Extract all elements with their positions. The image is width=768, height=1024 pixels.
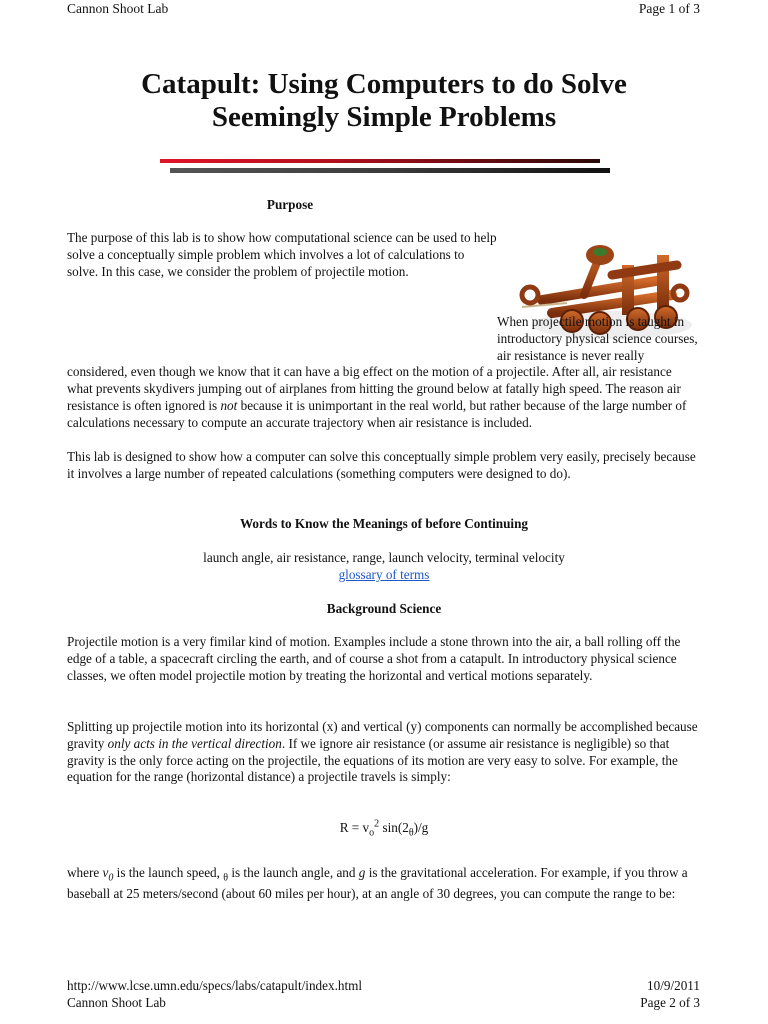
formula-lhs: R = v [339,820,370,835]
purpose-p2-text-a: When projectile motion is taught in introductory physical science courses, air resistance is never really considered, even though we know that it can have a big effect on the motion of a projectile. After all, air resistance what prevents skydivers jumping out of airplanes from hitting the ground below at fatally high speed. The reason air resistance is often ignored is [67,314,698,413]
purpose-paragraph-2 [67,314,699,432]
footer-url: http://www.lcse.umn.edu/specs/labs/catapult/index.html [67,978,363,993]
formula-superscript: 2 [374,818,380,830]
background-paragraph-3 [67,862,699,904]
background-paragraph-2 [67,719,699,786]
footer-lab-name: Cannon Shoot Lab [67,994,166,1010]
words-list: launch angle, air resistance, range, launch velocity, terminal velocity [203,550,565,565]
formula-subscript: o [369,827,375,839]
page-footer-right [640,978,700,1012]
words-heading: Words to Know the Meanings of before Continuing [239,516,529,531]
page-title-line2: Seemingly Simple Problems [211,101,557,133]
p3-text-4: is the gravitational acceleration. For example, if you throw a baseball at 25 meters/second (about 60 miles per hour), at an angle of 30 degrees, you can compute the range to be: [67,865,688,901]
purpose-p2-text-b: because it is unimportant in the real world, but rather because of the large number of calculations necessary to compute an accurate trajectory when air resistance is included. [67,397,687,430]
p3-theta: θ [223,872,229,884]
range-formula [0,820,768,837]
page-title [0,68,768,134]
page-footer-left [67,978,362,1012]
formula-mid: sin(2 [379,820,409,835]
footer-page: Page 2 of 3 [640,994,700,1010]
page-title-line1: Catapult: Using Computers to do Solve [141,68,627,100]
p3-v0-sub: 0 [108,872,114,884]
purpose-paragraph-3: This lab is designed to show how a computer can solve this conceptually simple problem very easily, precisely because it involves a large number of repeated calculations (something computers were designed to do). [67,449,696,481]
title-rule-red [160,159,600,163]
p3-text-2: is the launch speed, [113,865,224,880]
p3-text-3: is the launch angle, and [228,865,359,880]
p3-v0: v [102,865,109,880]
purpose-paragraph-1: The purpose of this lab is to show how computational science can be used to help solve a conceptually simple problem which involves a lot of calculations to solve. In this case, we consider the problem of projectile motion. [67,230,497,279]
purpose-heading: Purpose [266,197,314,212]
background-paragraph-1: Projectile motion is a very fimilar kind of motion. Examples include a stone thrown into the air, a ball rolling off the edge of a table, a spacecraft circling the earth, and of course a shot from a catapult. In introductory physical science classes, we often model projectile motion by treating the horizontal and vertical motions separately. [67,634,681,683]
glossary-link-row [0,567,768,584]
p3-text-1: where [67,865,103,880]
page-header-right: Page 1 of 3 [638,1,700,16]
purpose-p2-emphasis: not [220,397,238,413]
background-heading: Background Science [326,601,442,616]
page-header-left: Cannon Shoot Lab [67,1,169,16]
background-p2-emphasis: only acts in the vertical direction [107,735,282,751]
title-rule-dark [170,168,610,173]
background-p2-text-b: . If we ignore air resistance (or assume air resistance is negligible) so that gravity is the only force acting on the projectile, the equations of its motion are very easy to solve. For example, the equation for the range (horizontal distance) a projectile travels is simply: [67,735,678,785]
glossary-link[interactable]: glossary of terms [338,567,430,582]
footer-date: 10/9/2011 [647,978,700,993]
p3-g: g [358,865,366,880]
background-p2-text-a: Splitting up projectile motion into its horizontal (x) and vertical (y) components can normally be accomplished because gravity [67,719,698,751]
formula-theta: θ [408,827,414,839]
formula-rhs: )/g [413,820,429,835]
